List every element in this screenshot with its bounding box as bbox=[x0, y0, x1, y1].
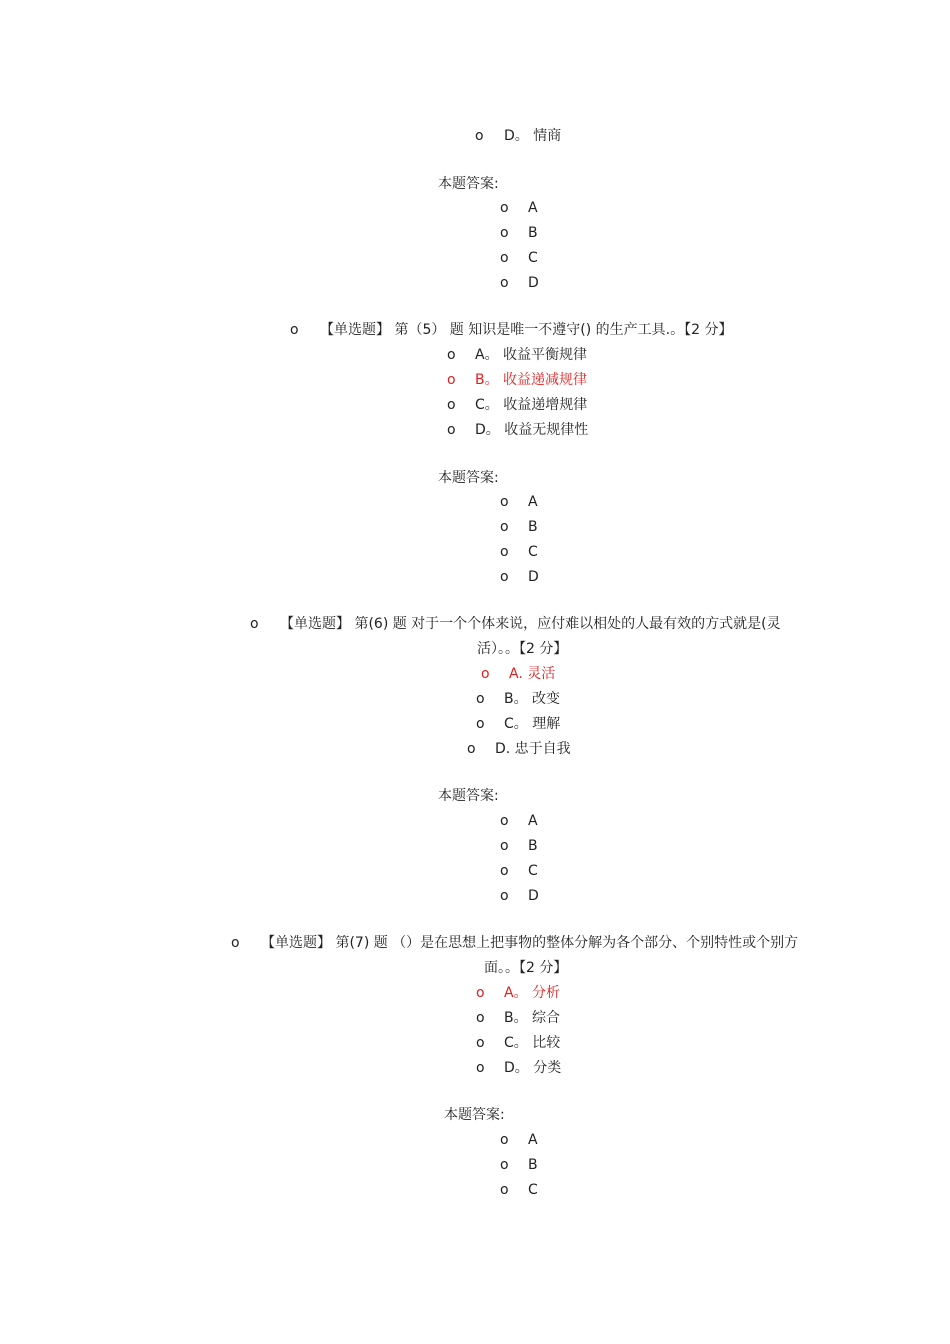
bullet: o bbox=[475, 128, 484, 144]
list-item: o C。 比较 bbox=[476, 1035, 561, 1051]
option-text: D。 分类 bbox=[504, 1060, 562, 1076]
list-item: o D bbox=[500, 569, 539, 585]
list-item-highlighted: o B。 收益递减规律 bbox=[447, 372, 588, 388]
list-item: o A bbox=[500, 494, 538, 510]
question-text: 【单选题】 第（5） 题 知识是唯一不遵守() 的生产工具.。【2 分】 bbox=[320, 322, 733, 338]
list-item: o A bbox=[500, 200, 538, 216]
list-item: o B bbox=[500, 1157, 538, 1173]
list-item: o A bbox=[500, 1132, 538, 1148]
list-item: o A。 收益平衡规律 bbox=[447, 347, 588, 363]
question-6: o 【单选题】 第(6) 题 对于一个个体来说，应付难以相处的人最有效的方式就是(灵 bbox=[250, 616, 781, 632]
answer-letter: C bbox=[528, 544, 538, 560]
question-5: o 【单选题】 第（5） 题 知识是唯一不遵守() 的生产工具.。【2 分】 bbox=[290, 322, 733, 338]
question-text: 【单选题】 第(6) 题 对于一个个体来说，应付难以相处的人最有效的方式就是(灵 bbox=[280, 616, 781, 632]
answer-letter: D bbox=[528, 275, 539, 291]
list-item: o B bbox=[500, 838, 538, 854]
option-text: C。 收益递增规律 bbox=[475, 397, 588, 413]
list-item: o B。 改变 bbox=[476, 691, 561, 707]
answer-letter: A bbox=[528, 494, 538, 510]
answer-letter: B bbox=[528, 838, 538, 854]
list-item: o C。 收益递增规律 bbox=[447, 397, 588, 413]
answer-letter: C bbox=[528, 1182, 538, 1198]
answer-letter: B bbox=[528, 1157, 538, 1173]
list-item: o D. 忠于自我 bbox=[467, 741, 571, 757]
option-text: A。 分析 bbox=[504, 985, 561, 1001]
answer-letter: B bbox=[528, 225, 538, 241]
answer-heading: 本题答案: bbox=[438, 176, 499, 192]
answer-letter: C bbox=[528, 863, 538, 879]
list-item: o C。 理解 bbox=[476, 716, 561, 732]
question-text: 【单选题】 第(7) 题 （）是在思想上把事物的整体分解为各个部分、个别特性或个别方 bbox=[261, 935, 799, 951]
list-item: o C bbox=[500, 250, 538, 266]
list-item: o D。 收益无规律性 bbox=[447, 422, 589, 438]
option-text: C。 理解 bbox=[504, 716, 561, 732]
answer-letter: C bbox=[528, 250, 538, 266]
answer-letter: B bbox=[528, 519, 538, 535]
option-d-text: D。 情商 bbox=[504, 128, 562, 144]
option-text: B。 综合 bbox=[504, 1010, 561, 1026]
option-text: C。 比较 bbox=[504, 1035, 561, 1051]
question-text-continued: 活）。。【2 分】 bbox=[477, 641, 568, 657]
list-item: o D。 分类 bbox=[476, 1060, 562, 1076]
answer-heading: 本题答案: bbox=[438, 788, 499, 804]
list-item bbox=[475, 126, 561, 146]
list-item: o B bbox=[500, 225, 538, 241]
list-item: o D bbox=[500, 275, 539, 291]
answer-letter: A bbox=[528, 200, 538, 216]
option-text: D。 收益无规律性 bbox=[475, 422, 589, 438]
list-item: o B。 综合 bbox=[476, 1010, 561, 1026]
list-item: o C bbox=[500, 1182, 538, 1198]
question-text-continued: 面。。【2 分】 bbox=[484, 960, 568, 976]
list-item: o A bbox=[500, 813, 538, 829]
list-item: o C bbox=[500, 544, 538, 560]
list-item-highlighted: o A。 分析 bbox=[476, 985, 561, 1001]
list-item: o C bbox=[500, 863, 538, 879]
answer-letter: D bbox=[528, 888, 539, 904]
answer-letter: D bbox=[528, 569, 539, 585]
option-text: A。 收益平衡规律 bbox=[475, 347, 588, 363]
list-item-highlighted: o A. 灵活 bbox=[481, 666, 556, 682]
answer-heading: 本题答案: bbox=[444, 1107, 505, 1123]
answer-heading: 本题答案: bbox=[438, 470, 499, 486]
option-text: B。 改变 bbox=[504, 691, 561, 707]
answer-letter: A bbox=[528, 1132, 538, 1148]
option-text: B。 收益递减规律 bbox=[475, 372, 588, 388]
question-7: o 【单选题】 第(7) 题 （）是在思想上把事物的整体分解为各个部分、个别特性或个别方 bbox=[231, 935, 799, 951]
list-item: o B bbox=[500, 519, 538, 535]
answer-letter: A bbox=[528, 813, 538, 829]
option-text: A. 灵活 bbox=[509, 666, 556, 682]
option-text: D. 忠于自我 bbox=[495, 741, 571, 757]
list-item: o D bbox=[500, 888, 539, 904]
